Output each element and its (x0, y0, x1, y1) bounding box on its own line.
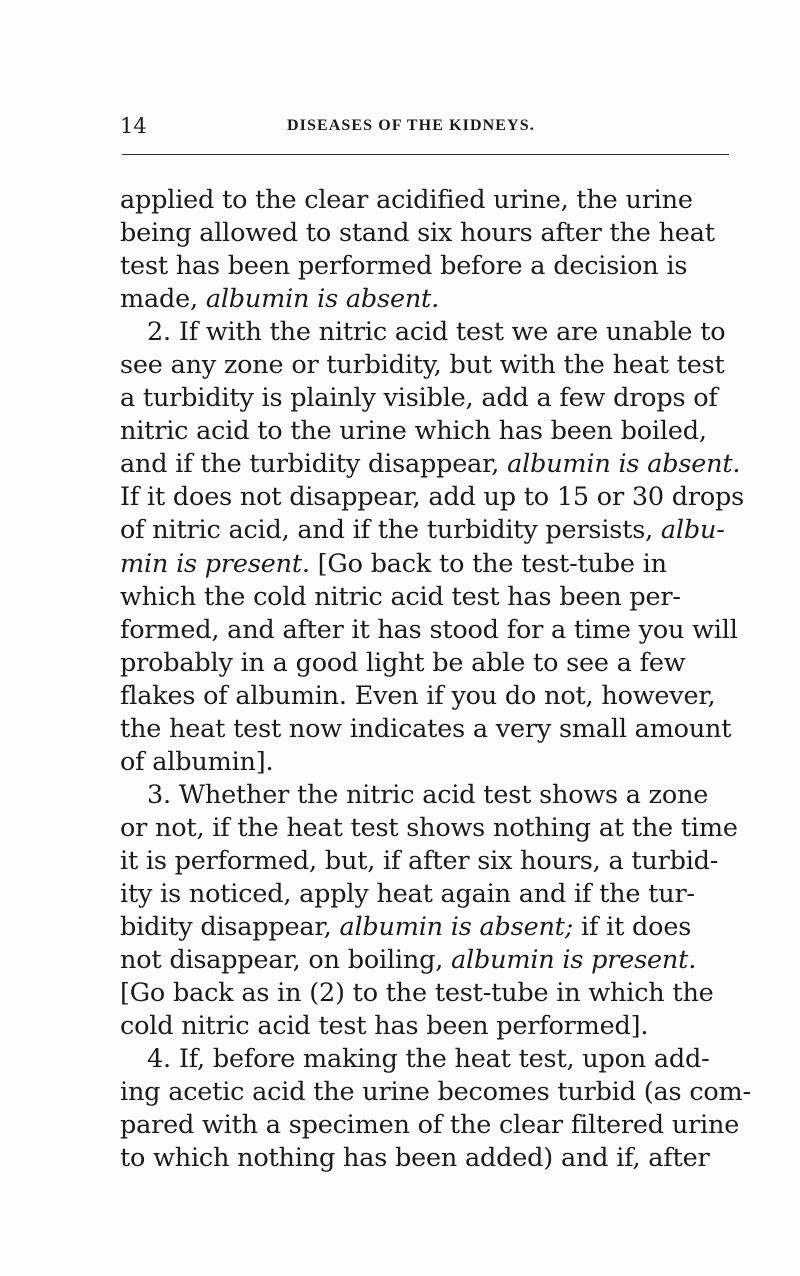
italic-text: min is present. (120, 548, 310, 579)
text-segment: test has been performed before a decision is (120, 251, 688, 282)
running-head (120, 116, 730, 136)
text-line (120, 614, 736, 647)
italic-text: albu- (660, 515, 725, 546)
text-segment: of albumin]. (120, 746, 274, 777)
text-line (120, 746, 736, 779)
text-segment: applied to the clear acidified urine, the urine (120, 185, 693, 215)
text-segment: cold nitric acid test has been performed]. (120, 1011, 649, 1042)
text-line (120, 977, 736, 1010)
text-segment: 3. Whether the nitric acid test shows a zone (147, 779, 709, 810)
text-line (120, 1010, 736, 1043)
text-segment: to which nothing has been added) and if, after (120, 1143, 710, 1174)
text-line (120, 944, 736, 977)
text-line (120, 382, 736, 415)
text-segment: a turbidity is plainly visible, add a few drops of (120, 383, 718, 414)
text-line (120, 1142, 736, 1175)
text-segment: 4. If, before making the heat test, upon add- (147, 1044, 710, 1075)
text-segment: it is performed, but, if after six hours, a turbid- (120, 845, 719, 876)
text-line (120, 647, 736, 680)
text-line (120, 1076, 751, 1109)
italic-text: albumin is absent. (507, 449, 741, 480)
text-line (120, 448, 741, 481)
text-segment: flakes of albumin. Even if you do not, however, (120, 680, 716, 711)
text-segment: [Go back to the test-tube in (309, 548, 667, 579)
text-segment: not disappear, on boiling, (120, 945, 452, 976)
text-line (120, 878, 736, 911)
text-segment: [Go back as in (2) to the test-tube in which the (120, 978, 714, 1009)
text-line (120, 217, 736, 250)
text-line (120, 779, 736, 812)
text-segment: if it does (573, 912, 692, 943)
text-segment: 2. If with the nitric acid test we are unable to (147, 317, 726, 348)
text-line (120, 349, 736, 382)
italic-text: albumin is present. (451, 945, 697, 976)
text-line (120, 680, 736, 713)
text-segment: ing acetic acid the urine becomes turbid (as com- (120, 1077, 751, 1108)
text-line (120, 1109, 740, 1142)
text-line (120, 581, 736, 614)
text-line (120, 250, 736, 283)
text-line (120, 845, 736, 878)
text-line (120, 548, 736, 581)
italic-text: albumin is absent. (205, 284, 440, 315)
text-line (120, 415, 736, 448)
header-rule (122, 154, 729, 155)
text-segment: If it does not disappear, add up to 15 or 30 drops (120, 482, 745, 513)
text-line (120, 911, 736, 944)
text-segment: and if the turbidity disappear, (120, 449, 508, 480)
text-line (120, 1043, 736, 1076)
text-line (120, 316, 736, 349)
text-segment: pared with a specimen of the clear filtered urine (120, 1110, 740, 1141)
text-line (120, 283, 736, 316)
italic-text: albumin is absent; (339, 912, 574, 943)
text-line (120, 481, 745, 514)
text-line (120, 713, 736, 746)
text-segment: being allowed to stand six hours after the heat (120, 218, 715, 249)
text-segment: nitric acid to the urine which has been boiled, (120, 416, 707, 447)
text-segment: made, (120, 284, 206, 315)
text-segment: ity is noticed, apply heat again and if the tur- (120, 878, 695, 909)
text-segment: of nitric acid, and if the turbidity persists, (120, 515, 661, 546)
text-line (120, 812, 736, 845)
text-segment: which the cold nitric acid test has been per- (120, 581, 681, 612)
text-segment: or not, if the heat test shows nothing at the time (120, 812, 738, 843)
text-segment: formed, and after it has stood for a time you will (120, 614, 738, 645)
text-segment: the heat test now indicates a very small amount (120, 713, 732, 744)
text-line (120, 514, 736, 547)
text-segment: probably in a good light be able to see a few (120, 647, 686, 678)
page-number: 14 (120, 114, 147, 138)
text-line (120, 184, 736, 217)
body-text (120, 184, 751, 1175)
running-title: DISEASES OF THE KIDNEYS. (287, 117, 535, 134)
text-segment: see any zone or turbidity, but with the heat test (120, 350, 725, 381)
text-segment: bidity disappear, (120, 912, 340, 943)
